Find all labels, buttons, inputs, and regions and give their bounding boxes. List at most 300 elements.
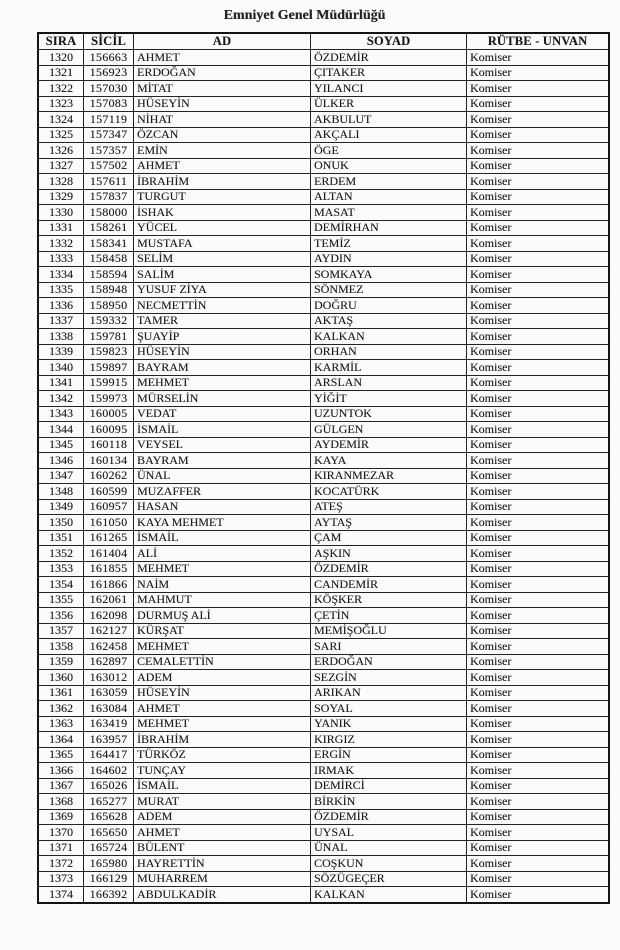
cell-sira: 1341	[38, 375, 84, 391]
cell-soyad: ÇETİN	[311, 608, 467, 624]
table-row	[38, 484, 609, 500]
cell-sicil: 160005	[84, 406, 134, 422]
cell-sira: 1368	[38, 794, 84, 810]
document-title: Emniyet Genel Müdürlüğü	[223, 8, 386, 23]
cell-sira: 1347	[38, 468, 84, 484]
cell-sicil: 160957	[84, 499, 134, 515]
cell-sicil: 160095	[84, 422, 134, 438]
table-row	[38, 608, 609, 624]
cell-sira: 1325	[38, 127, 84, 143]
cell-rutbe: Komiser	[467, 499, 610, 515]
cell-sicil: 162127	[84, 623, 134, 639]
cell-sira: 1364	[38, 732, 84, 748]
cell-ad: YÜCEL	[134, 220, 311, 236]
table-row	[38, 794, 609, 810]
table-row	[38, 623, 609, 639]
table-row	[38, 406, 609, 422]
cell-sicil: 163059	[84, 685, 134, 701]
table-row	[38, 561, 609, 577]
header-rutbe: RÜTBE - UNVAN	[467, 33, 610, 50]
cell-rutbe: Komiser	[467, 716, 610, 732]
cell-sicil: 159781	[84, 329, 134, 345]
table-row	[38, 577, 609, 593]
cell-rutbe: Komiser	[467, 747, 610, 763]
cell-ad: ALİ	[134, 546, 311, 562]
cell-soyad: ARSLAN	[311, 375, 467, 391]
table-row	[38, 546, 609, 562]
table-row	[38, 174, 609, 190]
cell-soyad: ÇAM	[311, 530, 467, 546]
header-ad: AD	[134, 33, 311, 50]
cell-ad: AHMET	[134, 50, 311, 66]
cell-sira: 1321	[38, 65, 84, 81]
cell-soyad: AYDEMİR	[311, 437, 467, 453]
table-row	[38, 453, 609, 469]
cell-sicil: 161050	[84, 515, 134, 531]
cell-sicil: 157119	[84, 112, 134, 128]
cell-sira: 1365	[38, 747, 84, 763]
cell-sicil: 165628	[84, 809, 134, 825]
cell-ad: CEMALETTİN	[134, 654, 311, 670]
cell-sira: 1345	[38, 437, 84, 453]
cell-ad: HÜSEYİN	[134, 96, 311, 112]
cell-ad: ABDULKADİR	[134, 887, 311, 903]
cell-soyad: GÜLGEN	[311, 422, 467, 438]
cell-soyad: YANIK	[311, 716, 467, 732]
cell-soyad: AKBULUT	[311, 112, 467, 128]
cell-sicil: 159823	[84, 344, 134, 360]
cell-ad: KAYA MEHMET	[134, 515, 311, 531]
cell-sicil: 158594	[84, 267, 134, 283]
cell-sicil: 158341	[84, 236, 134, 252]
cell-sira: 1333	[38, 251, 84, 267]
cell-rutbe: Komiser	[467, 81, 610, 97]
cell-sicil: 165980	[84, 856, 134, 872]
cell-soyad: IRMAK	[311, 763, 467, 779]
cell-soyad: UYSAL	[311, 825, 467, 841]
cell-rutbe: Komiser	[467, 685, 610, 701]
cell-rutbe: Komiser	[467, 701, 610, 717]
table-row	[38, 468, 609, 484]
cell-rutbe: Komiser	[467, 825, 610, 841]
cell-ad: TÜRKÖZ	[134, 747, 311, 763]
cell-sicil: 165724	[84, 840, 134, 856]
cell-sicil: 162098	[84, 608, 134, 624]
cell-sira: 1340	[38, 360, 84, 376]
cell-rutbe: Komiser	[467, 623, 610, 639]
cell-rutbe: Komiser	[467, 453, 610, 469]
cell-soyad: KALKAN	[311, 329, 467, 345]
cell-ad: YUSUF ZİYA	[134, 282, 311, 298]
cell-sira: 1332	[38, 236, 84, 252]
cell-sira: 1353	[38, 561, 84, 577]
cell-ad: MUSTAFA	[134, 236, 311, 252]
table-row	[38, 391, 609, 407]
cell-soyad: CANDEMİR	[311, 577, 467, 593]
cell-ad: AHMET	[134, 158, 311, 174]
cell-ad: BÜLENT	[134, 840, 311, 856]
cell-ad: İSMAİL	[134, 422, 311, 438]
cell-sira: 1370	[38, 825, 84, 841]
cell-sira: 1352	[38, 546, 84, 562]
cell-rutbe: Komiser	[467, 809, 610, 825]
cell-sira: 1357	[38, 623, 84, 639]
cell-rutbe: Komiser	[467, 856, 610, 872]
cell-rutbe: Komiser	[467, 484, 610, 500]
cell-sicil: 157083	[84, 96, 134, 112]
cell-rutbe: Komiser	[467, 732, 610, 748]
cell-sira: 1373	[38, 871, 84, 887]
table-row	[38, 592, 609, 608]
cell-sicil: 157611	[84, 174, 134, 190]
cell-sicil: 161265	[84, 530, 134, 546]
cell-sira: 1367	[38, 778, 84, 794]
header-sicil: SİCİL	[84, 33, 134, 50]
cell-sicil: 162061	[84, 592, 134, 608]
cell-ad: SALİM	[134, 267, 311, 283]
cell-soyad: ÖZDEMİR	[311, 561, 467, 577]
table-row	[38, 360, 609, 376]
table-row	[38, 809, 609, 825]
cell-sira: 1371	[38, 840, 84, 856]
cell-ad: MURAT	[134, 794, 311, 810]
cell-rutbe: Komiser	[467, 887, 610, 903]
cell-ad: VEYSEL	[134, 437, 311, 453]
cell-rutbe: Komiser	[467, 794, 610, 810]
cell-rutbe: Komiser	[467, 871, 610, 887]
cell-sira: 1324	[38, 112, 84, 128]
cell-rutbe: Komiser	[467, 174, 610, 190]
table-row	[38, 375, 609, 391]
header-row	[38, 33, 609, 50]
cell-rutbe: Komiser	[467, 127, 610, 143]
cell-rutbe: Komiser	[467, 375, 610, 391]
cell-soyad: AŞKIN	[311, 546, 467, 562]
cell-ad: MEHMET	[134, 639, 311, 655]
cell-sira: 1328	[38, 174, 84, 190]
cell-sicil: 156923	[84, 65, 134, 81]
cell-rutbe: Komiser	[467, 406, 610, 422]
cell-soyad: SÖNMEZ	[311, 282, 467, 298]
cell-sira: 1327	[38, 158, 84, 174]
cell-rutbe: Komiser	[467, 329, 610, 345]
cell-soyad: ERDEM	[311, 174, 467, 190]
cell-sira: 1360	[38, 670, 84, 686]
cell-ad: MÜRSELİN	[134, 391, 311, 407]
cell-sicil: 160599	[84, 484, 134, 500]
cell-soyad: ALTAN	[311, 189, 467, 205]
cell-ad: AHMET	[134, 825, 311, 841]
cell-ad: EMİN	[134, 143, 311, 159]
cell-soyad: BİRKİN	[311, 794, 467, 810]
cell-sicil: 163419	[84, 716, 134, 732]
table-header	[38, 33, 609, 50]
cell-sira: 1366	[38, 763, 84, 779]
cell-sicil: 158458	[84, 251, 134, 267]
cell-ad: İSHAK	[134, 205, 311, 221]
cell-sicil: 164602	[84, 763, 134, 779]
cell-sicil: 165277	[84, 794, 134, 810]
cell-sicil: 165026	[84, 778, 134, 794]
cell-soyad: AKTAŞ	[311, 313, 467, 329]
cell-sicil: 158948	[84, 282, 134, 298]
cell-rutbe: Komiser	[467, 670, 610, 686]
cell-soyad: ÖGE	[311, 143, 467, 159]
cell-soyad: MEMİŞOĞLU	[311, 623, 467, 639]
cell-rutbe: Komiser	[467, 112, 610, 128]
cell-sira: 1356	[38, 608, 84, 624]
cell-rutbe: Komiser	[467, 468, 610, 484]
cell-soyad: ARIKAN	[311, 685, 467, 701]
cell-soyad: AYDIN	[311, 251, 467, 267]
cell-rutbe: Komiser	[467, 267, 610, 283]
cell-rutbe: Komiser	[467, 592, 610, 608]
cell-soyad: TEMİZ	[311, 236, 467, 252]
cell-sira: 1326	[38, 143, 84, 159]
cell-ad: HAYRETTİN	[134, 856, 311, 872]
cell-rutbe: Komiser	[467, 344, 610, 360]
cell-sira: 1374	[38, 887, 84, 903]
cell-rutbe: Komiser	[467, 360, 610, 376]
table-row	[38, 530, 609, 546]
cell-sicil: 164417	[84, 747, 134, 763]
cell-rutbe: Komiser	[467, 546, 610, 562]
cell-rutbe: Komiser	[467, 422, 610, 438]
cell-sicil: 159973	[84, 391, 134, 407]
cell-rutbe: Komiser	[467, 220, 610, 236]
cell-rutbe: Komiser	[467, 298, 610, 314]
cell-ad: ADEM	[134, 670, 311, 686]
cell-ad: TAMER	[134, 313, 311, 329]
table-row	[38, 329, 609, 345]
cell-soyad: KALKAN	[311, 887, 467, 903]
cell-ad: TURGUT	[134, 189, 311, 205]
cell-rutbe: Komiser	[467, 391, 610, 407]
table-row	[38, 81, 609, 97]
cell-sira: 1354	[38, 577, 84, 593]
table-row	[38, 143, 609, 159]
cell-sicil: 162458	[84, 639, 134, 655]
cell-soyad: KIRGIZ	[311, 732, 467, 748]
cell-sira: 1320	[38, 50, 84, 66]
cell-rutbe: Komiser	[467, 313, 610, 329]
table-row	[38, 189, 609, 205]
cell-sira: 1323	[38, 96, 84, 112]
cell-rutbe: Komiser	[467, 654, 610, 670]
cell-rutbe: Komiser	[467, 561, 610, 577]
cell-ad: MUHARREM	[134, 871, 311, 887]
cell-rutbe: Komiser	[467, 65, 610, 81]
table-row	[38, 763, 609, 779]
cell-ad: MİTAT	[134, 81, 311, 97]
cell-ad: ERDOĞAN	[134, 65, 311, 81]
cell-rutbe: Komiser	[467, 143, 610, 159]
table-row	[38, 112, 609, 128]
cell-sira: 1334	[38, 267, 84, 283]
cell-sicil: 159897	[84, 360, 134, 376]
cell-sira: 1348	[38, 484, 84, 500]
table-row	[38, 437, 609, 453]
cell-sira: 1337	[38, 313, 84, 329]
cell-sicil: 166392	[84, 887, 134, 903]
table-row	[38, 825, 609, 841]
cell-ad: BAYRAM	[134, 453, 311, 469]
cell-sicil: 159332	[84, 313, 134, 329]
cell-ad: HÜSEYİN	[134, 685, 311, 701]
cell-sira: 1372	[38, 856, 84, 872]
cell-soyad: ORHAN	[311, 344, 467, 360]
table-row	[38, 251, 609, 267]
cell-ad: MAHMUT	[134, 592, 311, 608]
cell-soyad: YILANCI	[311, 81, 467, 97]
cell-ad: ÜNAL	[134, 468, 311, 484]
cell-rutbe: Komiser	[467, 236, 610, 252]
cell-sicil: 163084	[84, 701, 134, 717]
table-row	[38, 871, 609, 887]
cell-rutbe: Komiser	[467, 205, 610, 221]
cell-sira: 1344	[38, 422, 84, 438]
cell-ad: MEHMET	[134, 561, 311, 577]
cell-rutbe: Komiser	[467, 251, 610, 267]
cell-ad: MUZAFFER	[134, 484, 311, 500]
cell-soyad: COŞKUN	[311, 856, 467, 872]
table-row	[38, 205, 609, 221]
cell-ad: NİHAT	[134, 112, 311, 128]
cell-sira: 1338	[38, 329, 84, 345]
cell-sira: 1346	[38, 453, 84, 469]
table-row	[38, 298, 609, 314]
cell-rutbe: Komiser	[467, 189, 610, 205]
cell-rutbe: Komiser	[467, 515, 610, 531]
cell-soyad: KAYA	[311, 453, 467, 469]
cell-sira: 1335	[38, 282, 84, 298]
cell-soyad: ONUK	[311, 158, 467, 174]
cell-ad: ADEM	[134, 809, 311, 825]
table-row	[38, 127, 609, 143]
cell-soyad: SÖZÜGEÇER	[311, 871, 467, 887]
cell-sira: 1361	[38, 685, 84, 701]
cell-rutbe: Komiser	[467, 778, 610, 794]
cell-sicil: 157502	[84, 158, 134, 174]
cell-rutbe: Komiser	[467, 96, 610, 112]
cell-sira: 1350	[38, 515, 84, 531]
cell-sicil: 157347	[84, 127, 134, 143]
cell-soyad: SEZGİN	[311, 670, 467, 686]
cell-sira: 1349	[38, 499, 84, 515]
cell-sicil: 157837	[84, 189, 134, 205]
cell-rutbe: Komiser	[467, 840, 610, 856]
table-row	[38, 65, 609, 81]
cell-rutbe: Komiser	[467, 763, 610, 779]
cell-rutbe: Komiser	[467, 577, 610, 593]
cell-soyad: KIRANMEZAR	[311, 468, 467, 484]
cell-soyad: ÜNAL	[311, 840, 467, 856]
cell-sira: 1358	[38, 639, 84, 655]
cell-sicil: 166129	[84, 871, 134, 887]
cell-sira: 1329	[38, 189, 84, 205]
cell-sicil: 160134	[84, 453, 134, 469]
cell-sicil: 158950	[84, 298, 134, 314]
header-soyad: SOYAD	[311, 33, 467, 50]
table-body	[38, 50, 609, 903]
cell-ad: İBRAHİM	[134, 732, 311, 748]
header-sira: SIRA	[38, 33, 84, 50]
cell-sicil: 165650	[84, 825, 134, 841]
cell-rutbe: Komiser	[467, 50, 610, 66]
table-row	[38, 670, 609, 686]
cell-ad: AHMET	[134, 701, 311, 717]
cell-soyad: ÖZDEMİR	[311, 50, 467, 66]
table-row	[38, 856, 609, 872]
cell-rutbe: Komiser	[467, 437, 610, 453]
table-row	[38, 515, 609, 531]
cell-soyad: KARMİL	[311, 360, 467, 376]
cell-sira: 1342	[38, 391, 84, 407]
cell-sira: 1369	[38, 809, 84, 825]
cell-ad: MEHMET	[134, 716, 311, 732]
cell-sira: 1362	[38, 701, 84, 717]
cell-sira: 1336	[38, 298, 84, 314]
cell-ad: HÜSEYİN	[134, 344, 311, 360]
cell-ad: NAİM	[134, 577, 311, 593]
table-row	[38, 236, 609, 252]
cell-ad: TUNÇAY	[134, 763, 311, 779]
table-row	[38, 685, 609, 701]
cell-soyad: ERGİN	[311, 747, 467, 763]
table-row	[38, 716, 609, 732]
cell-ad: NECMETTİN	[134, 298, 311, 314]
cell-soyad: ERDOĞAN	[311, 654, 467, 670]
cell-soyad: AYTAŞ	[311, 515, 467, 531]
table-row	[38, 887, 609, 903]
cell-rutbe: Komiser	[467, 158, 610, 174]
cell-sicil: 162897	[84, 654, 134, 670]
cell-soyad: SOMKAYA	[311, 267, 467, 283]
cell-ad: BAYRAM	[134, 360, 311, 376]
cell-sicil: 156663	[84, 50, 134, 66]
cell-sira: 1343	[38, 406, 84, 422]
cell-soyad: ÜLKER	[311, 96, 467, 112]
cell-ad: SELİM	[134, 251, 311, 267]
table-row	[38, 654, 609, 670]
cell-sira: 1355	[38, 592, 84, 608]
cell-sicil: 161855	[84, 561, 134, 577]
table-row	[38, 267, 609, 283]
table-row	[38, 747, 609, 763]
cell-sicil: 163012	[84, 670, 134, 686]
cell-sicil: 161404	[84, 546, 134, 562]
table-row	[38, 701, 609, 717]
table-row	[38, 96, 609, 112]
cell-sicil: 160118	[84, 437, 134, 453]
cell-sira: 1359	[38, 654, 84, 670]
cell-ad: KÜRŞAT	[134, 623, 311, 639]
cell-soyad: YİĞİT	[311, 391, 467, 407]
table-row	[38, 732, 609, 748]
cell-rutbe: Komiser	[467, 639, 610, 655]
cell-sicil: 161866	[84, 577, 134, 593]
table-row	[38, 313, 609, 329]
cell-sira: 1351	[38, 530, 84, 546]
table-row	[38, 778, 609, 794]
cell-soyad: ATEŞ	[311, 499, 467, 515]
cell-sira: 1322	[38, 81, 84, 97]
table-row	[38, 50, 609, 66]
cell-sicil: 163957	[84, 732, 134, 748]
table-row	[38, 344, 609, 360]
table-row	[38, 639, 609, 655]
table-row	[38, 220, 609, 236]
